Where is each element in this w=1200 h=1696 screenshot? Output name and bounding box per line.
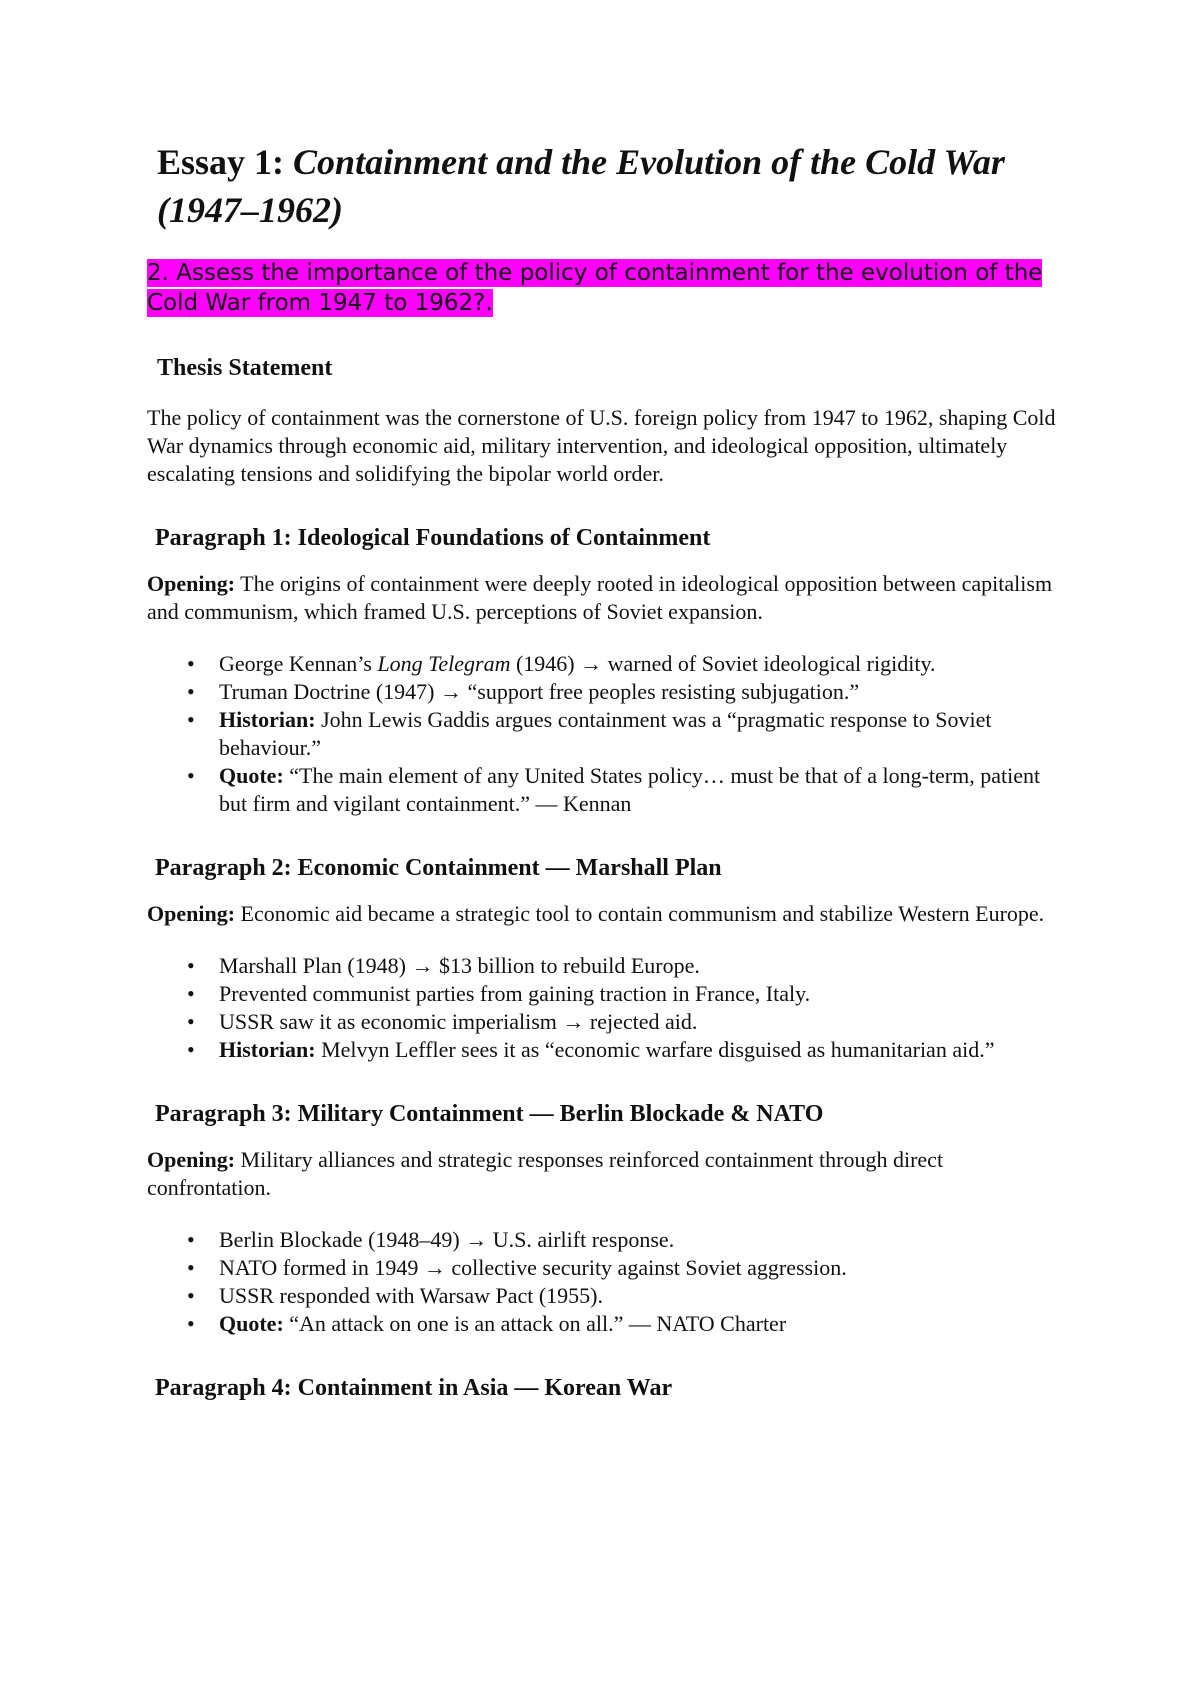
bullet-text: Melvyn Leffler sees it as “economic warfare disguised as humanitarian aid.” [315, 1037, 995, 1062]
paragraph-3-bullets [147, 1226, 1067, 1338]
paragraph-1-heading: Paragraph 1: Ideological Foundations of Containment [155, 525, 711, 551]
thesis-heading: Thesis Statement [157, 355, 333, 381]
list-item [147, 1310, 1067, 1338]
bullet-icon: • [187, 981, 195, 1006]
quote-label: Quote: [219, 763, 284, 788]
quote-label: Quote: [219, 1311, 284, 1336]
paragraph-2-bullets [147, 952, 1067, 1064]
bullet-icon: • [187, 679, 195, 704]
historian-label: Historian: [219, 707, 316, 732]
bullet-icon: • [187, 651, 195, 676]
list-item [147, 1282, 1067, 1310]
list-item [147, 650, 1067, 678]
bullet-text: Marshall Plan (1948) → $13 billion to rebuild Europe. [219, 953, 700, 978]
paragraph-4-heading: Paragraph 4: Containment in Asia — Korean War [155, 1375, 673, 1401]
bullet-icon: • [187, 953, 195, 978]
list-item [147, 1008, 1067, 1036]
bullet-icon: • [187, 1255, 195, 1280]
bullet-text: “The main element of any United States policy… must be that of a long-term, patient but firm and vigilant containment.” — Kennan [219, 763, 1041, 816]
bullet-text: USSR saw it as economic imperialism → rejected aid. [219, 1009, 698, 1034]
paragraph-1-bullets [147, 650, 1067, 818]
paragraph-3-heading: Paragraph 3: Military Containment — Berlin Blockade & NATO [155, 1101, 824, 1127]
bullet-text: Berlin Blockade (1948–49) → U.S. airlift response. [219, 1227, 675, 1252]
list-item [147, 980, 1067, 1008]
bullet-text: George Kennan’s [219, 651, 378, 676]
paragraph-2-heading: Paragraph 2: Economic Containment — Marshall Plan [155, 855, 722, 881]
paragraph-3-opening-text: Military alliances and strategic responses reinforced containment through direct confrontation. [147, 1147, 944, 1200]
essay-question [147, 258, 1067, 318]
bullet-text: (1946) → warned of Soviet ideological rigidity. [510, 651, 936, 676]
essay-question-highlight: 2. Assess the importance of the policy of containment for the evolution of the Cold War from 1947 to 1962?. [147, 260, 1043, 316]
bullet-text: “An attack on one is an attack on all.” — NATO Charter [283, 1311, 787, 1336]
list-item [147, 1036, 1067, 1064]
bullet-text: John Lewis Gaddis argues containment was a “pragmatic response to Soviet behaviour.” [219, 707, 992, 760]
paragraph-2-opening [147, 900, 1067, 928]
document-body [147, 138, 1067, 1404]
bullet-icon: • [187, 1283, 195, 1308]
bullet-icon: • [187, 707, 195, 732]
bullet-text: NATO formed in 1949 → collective security against Soviet aggression. [219, 1255, 847, 1280]
opening-label: Opening: [147, 901, 236, 926]
paragraph-1-opening [147, 570, 1067, 626]
long-telegram-title: Long Telegram [377, 651, 511, 676]
list-item [147, 762, 1067, 818]
essay-title-italic: Containment and the Evolution of the Cold War (1947–1962) [157, 142, 1005, 230]
historian-label: Historian: [219, 1037, 316, 1062]
bullet-text: Truman Doctrine (1947) → “support free peoples resisting subjugation.” [219, 679, 860, 704]
list-item [147, 678, 1067, 706]
list-item [147, 1226, 1067, 1254]
bullet-icon: • [187, 1009, 195, 1034]
bullet-text: USSR responded with Warsaw Pact (1955). [219, 1283, 604, 1308]
opening-label: Opening: [147, 1147, 236, 1172]
bullet-icon: • [187, 1037, 195, 1062]
bullet-text: Prevented communist parties from gaining traction in France, Italy. [219, 981, 811, 1006]
paragraph-3-opening [147, 1146, 1067, 1202]
thesis-text: The policy of containment was the cornerstone of U.S. foreign policy from 1947 to 1962, shaping Cold War dynamics through economic aid, military intervention, and ideological opposition, ultimately escalating tensions and solidifying the bipolar world order. [147, 405, 1056, 486]
essay-title-prefix: Essay 1: [157, 142, 294, 182]
essay-title [157, 138, 1067, 234]
bullet-icon: • [187, 763, 195, 788]
opening-label: Opening: [147, 571, 236, 596]
list-item [147, 952, 1067, 980]
bullet-icon: • [187, 1311, 195, 1336]
list-item [147, 706, 1067, 762]
paragraph-1-opening-text: The origins of containment were deeply rooted in ideological opposition between capitalism and communism, which framed U.S. perceptions of Soviet expansion. [147, 571, 1053, 624]
bullet-icon: • [187, 1227, 195, 1252]
paragraph-2-opening-text: Economic aid became a strategic tool to contain communism and stabilize Western Europe. [235, 901, 1045, 926]
list-item [147, 1254, 1067, 1282]
